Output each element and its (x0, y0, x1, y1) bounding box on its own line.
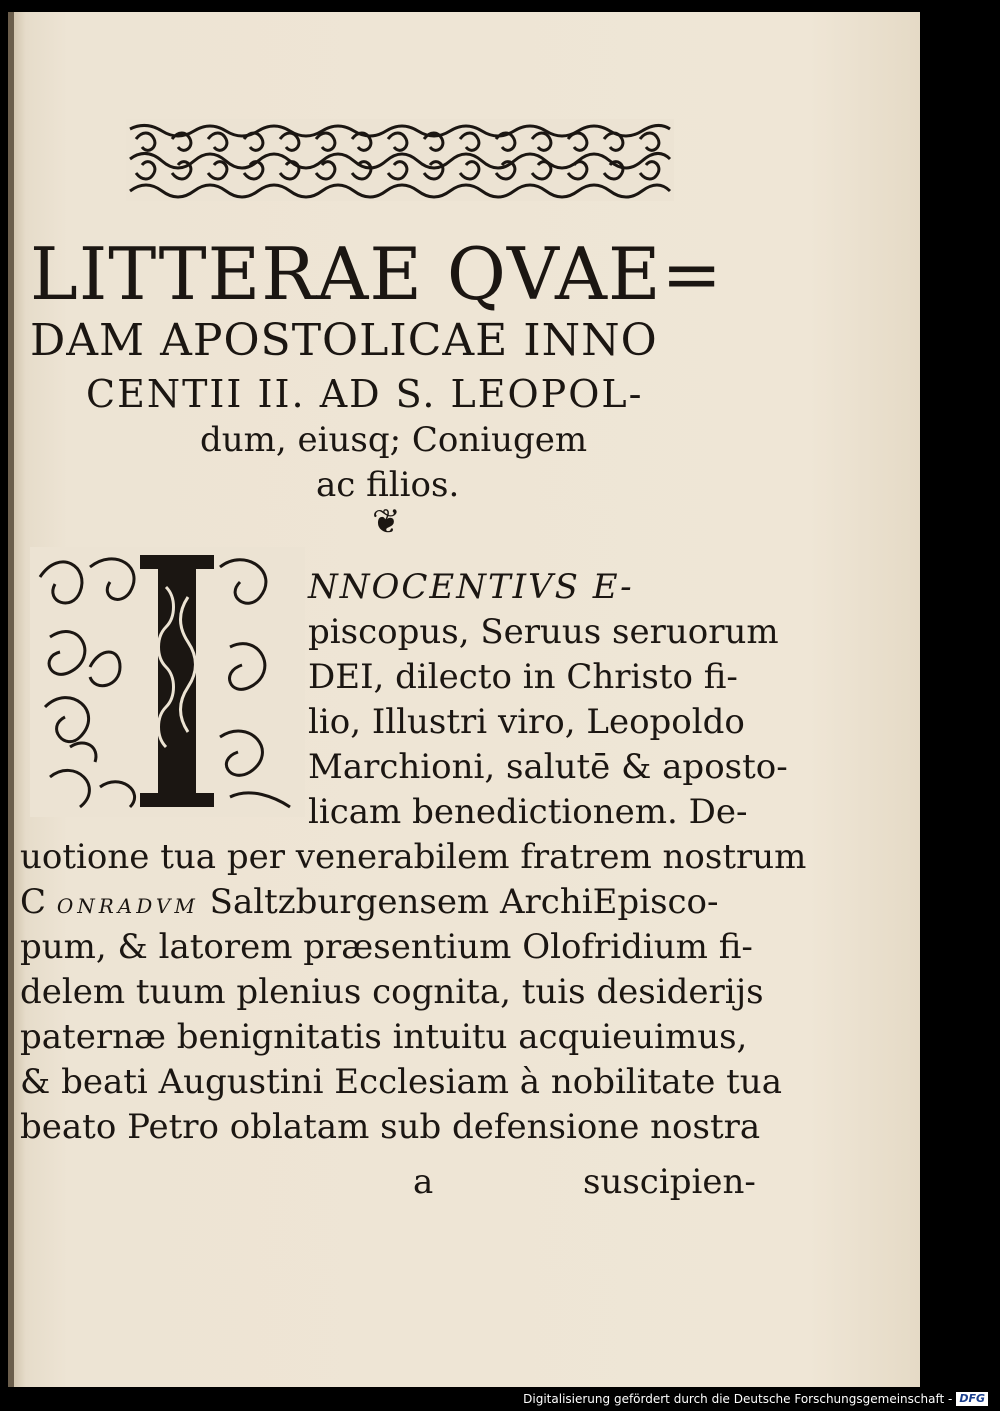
body-line-5: Marchioni, salutē & aposto- (308, 747, 788, 787)
footer-credit (523, 1391, 988, 1407)
body-line-2: piscopus, Seruus seruorum (308, 612, 779, 652)
title-line-4: dum, eiusq; Coniugem (200, 420, 588, 460)
signature-mark: a (413, 1162, 434, 1202)
title-line-3: CENTII II. AD S. LEOPOL- (86, 372, 644, 416)
body-line-9: pum, & latorem præsentium Olofridium fi- (20, 927, 753, 967)
fleuron-icon: ❦ (372, 502, 401, 542)
body-line-10: delem tuum plenius cognita, tuis desiderijs (20, 972, 764, 1012)
body-line-3: DEI, dilecto in Christo fi- (308, 657, 738, 697)
dfg-logo-icon: DFG (956, 1392, 988, 1406)
body-line-11: paternæ benignitatis intuitu acquieuimus, (20, 1017, 748, 1057)
decorated-initial-i (30, 547, 305, 817)
ornament-band (126, 119, 674, 201)
body-line-6: licam benedictionem. De- (308, 792, 748, 832)
body-line-1: NNOCENTIVS E- (308, 567, 634, 607)
body-line-8-initial: C (20, 882, 47, 922)
title-line-2: DAM APOSTOLICAE INNO (30, 315, 658, 366)
title-line-5: ac filios. (316, 465, 460, 505)
body-line-4: lio, Illustri viro, Leopoldo (308, 702, 745, 742)
title-line-1: LITTERAE QVAE= (30, 232, 723, 316)
body-line-8-smallcaps: ONRADVM (56, 894, 199, 918)
book-page (8, 12, 920, 1387)
binding-edge (8, 12, 14, 1387)
body-line-7: uotione tua per venerabilem fratrem nostrum (20, 837, 807, 877)
catchword: suscipien- (583, 1162, 756, 1202)
body-line-8-rest: Saltzburgensem ArchiEpisco- (209, 882, 719, 922)
body-line-13: beato Petro oblatam sub defensione nostra (20, 1107, 761, 1147)
body-line-8 (20, 882, 719, 926)
footer-credit-text: Digitalisierung gefördert durch die Deutsche Forschungsgemeinschaft - (523, 1392, 953, 1406)
body-line-12: & beati Augustini Ecclesiam à nobilitate tua (20, 1062, 782, 1102)
